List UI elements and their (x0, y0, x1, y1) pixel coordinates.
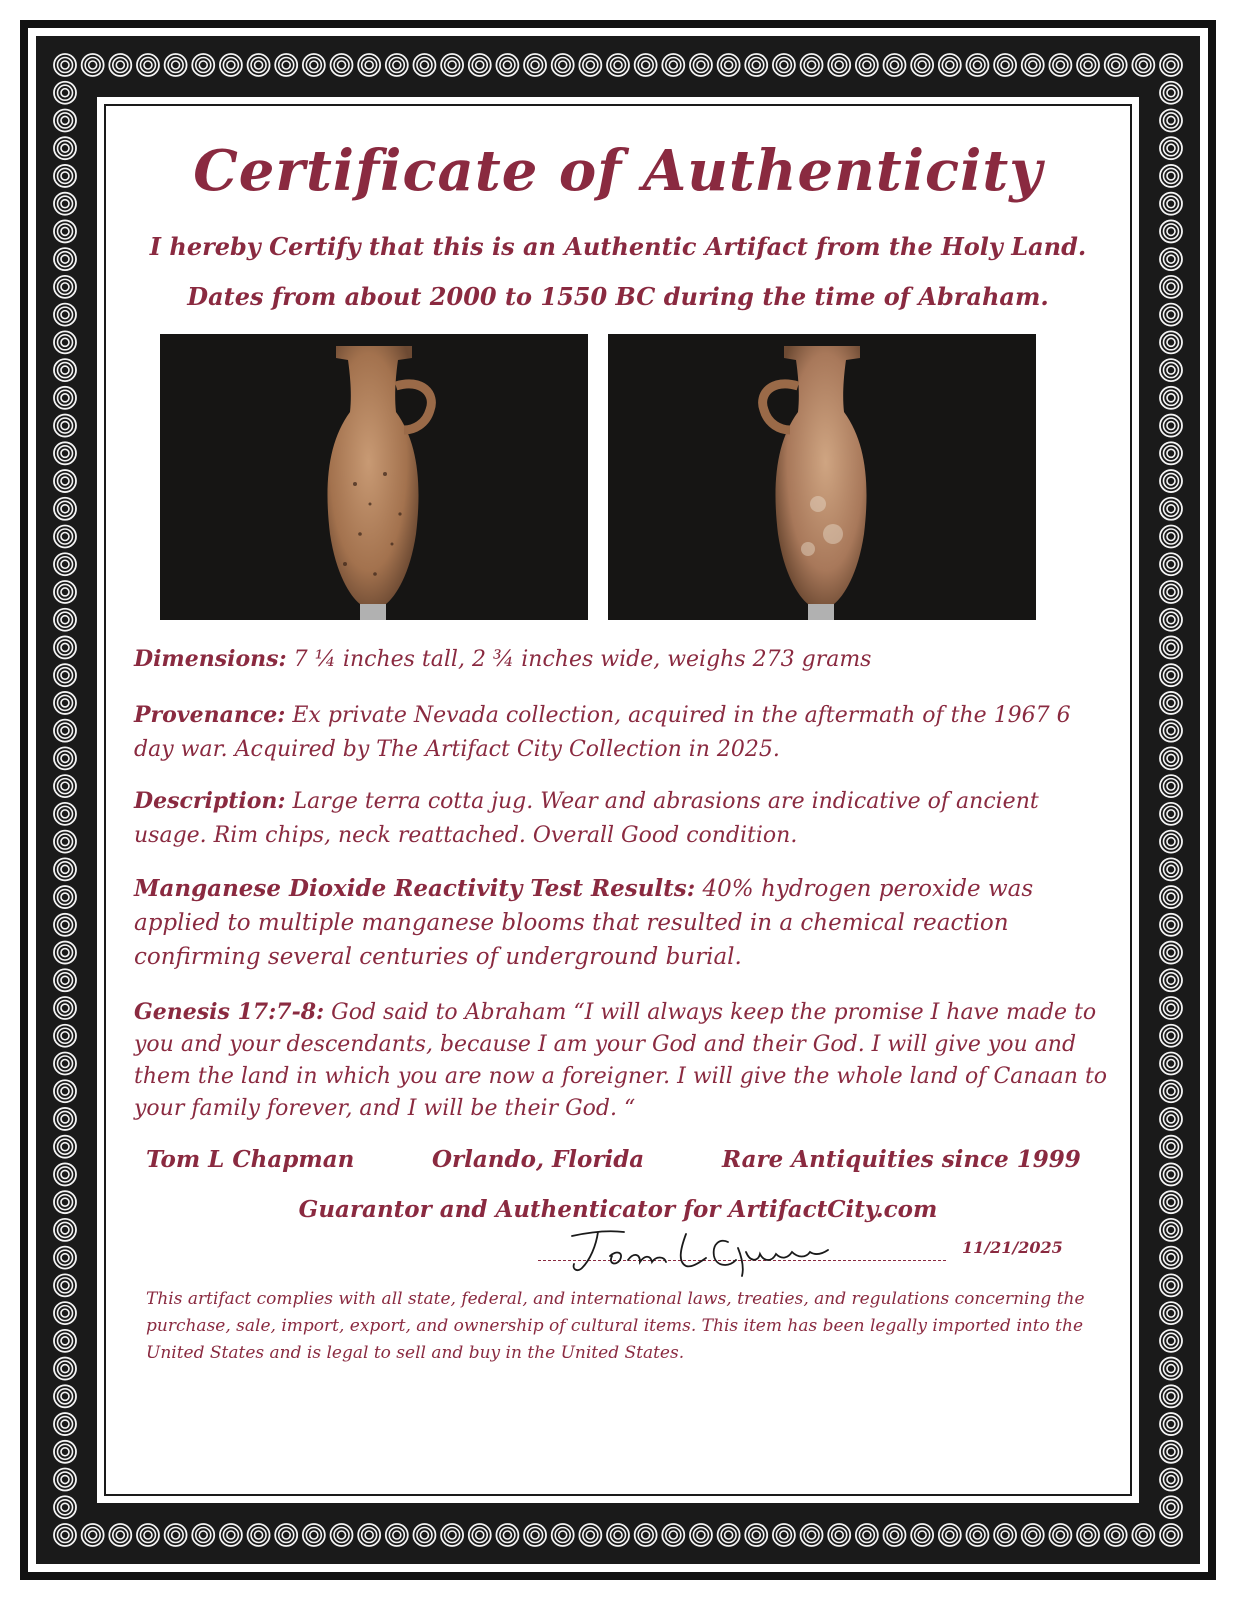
certificate-title: Certificate of Authenticity (193, 138, 1043, 204)
certify-statement: I hereby Certify that this is an Authentic Artifact from the Holy Land. (149, 232, 1087, 261)
guarantor-line: Guarantor and Authenticator for ArtifactCity.com (298, 1196, 938, 1223)
signature-date: 11/21/2025 (962, 1238, 1063, 1257)
legal-compliance-notice: This artifact complies with all state, federal, and international laws, treaties, and regulations concerning the purchase, sale, import, export, and ownership of cultural items. This item has been legally imported into the United States and is legal to sell and buy in the United States. (146, 1289, 1085, 1363)
authenticator-location: Orlando, Florida (432, 1146, 645, 1173)
certificate-body (110, 110, 1126, 1490)
genesis-quote: Genesis 17:7-8: God said to Abraham “I will always keep the promise I have made to you and your descendants, because I am your God and their God. I will give you and them the land in which you are now a foreigner. I will give the whole land of Canaan to your family forever, and I will be their God. “ (134, 999, 1108, 1121)
description-paragraph: Description: Large terra cotta jug. Wear and abrasions are indicative of ancient usage. Rim chips, neck reattached. Overall Good condition. (134, 788, 1039, 848)
business-since: Rare Antiquities since 1999 (722, 1146, 1081, 1173)
artifact-photo-1 (160, 334, 588, 620)
test-results-paragraph: Manganese Dioxide Reactivity Test Results: 40% hydrogen peroxide was applied to multiple manganese blooms that resulted in a chemical reaction confirming several centuries of underground burial. (134, 875, 1034, 970)
artifact-photo-2 (608, 334, 1036, 620)
provenance-paragraph: Provenance: Ex private Nevada collection, acquired in the aftermath of the 1967 6 day war. Acquired by The Artifact City Collection in 2025. (134, 702, 1071, 762)
date-statement: Dates from about 2000 to 1550 BC during the time of Abraham. (187, 282, 1049, 311)
authenticator-name: Tom L Chapman (146, 1146, 355, 1173)
signature (560, 1222, 860, 1282)
dimensions-line: Dimensions: 7 ¼ inches tall, 2 ¾ inches wide, weighs 273 grams (134, 646, 872, 672)
